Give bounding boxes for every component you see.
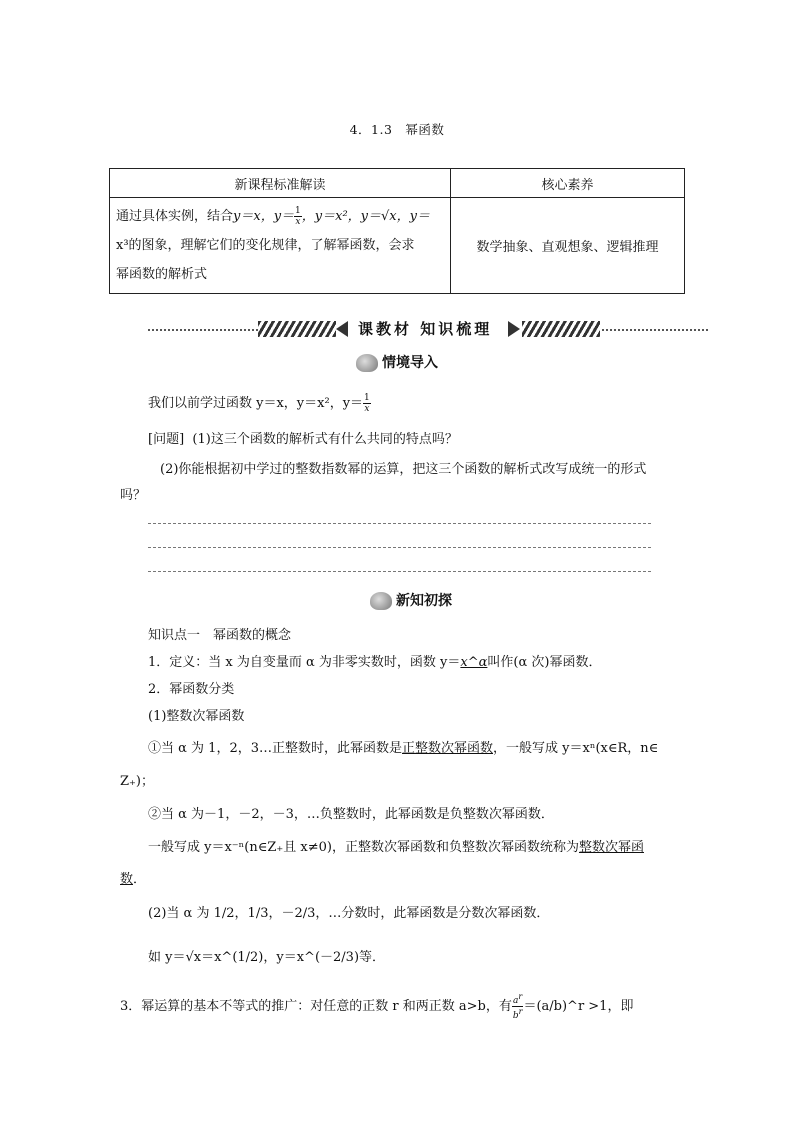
section-banner (148, 318, 708, 342)
standard-text-1: 通过具体实例，结合 (116, 209, 234, 224)
banner-arrow-right-icon (508, 321, 520, 337)
fraction-intro: $\frac{1}{x}$ (364, 393, 370, 414)
banner-text: 课教材 知识梳理 (358, 320, 493, 338)
case-negative-line: ②当 α 为－1，－2，－3，…负整数时，此幂函数是负整数次幂函数． (148, 807, 554, 822)
answer-line-2 (148, 547, 651, 548)
banner-stripes-left (258, 321, 336, 337)
banner-stripes-right (522, 321, 600, 337)
problem-line-1: [问题] (1)这三个函数的解析式有什么共同的特点吗？ (148, 432, 458, 447)
table-cell-standard (110, 198, 451, 294)
curriculum-table (109, 168, 685, 294)
table-cell-literacy: 数学抽象、直观想象、逻辑推理 (451, 198, 685, 294)
standard-funcs-a: y＝x，y＝ (233, 209, 295, 224)
banner-dots-right (602, 329, 708, 331)
banner-dots-left (148, 329, 258, 331)
fraction-ar-br: $\frac{a^r}{b^r}$ (512, 992, 523, 1021)
definition-line: 1．定义：当 x 为自变量而 α 为非零实数时，函数 y＝x^α叫作(α 次)幂函数． (148, 655, 602, 670)
section-heading-scenario: 情境导入 (356, 352, 438, 372)
table-header-literacy: 核心素养 (451, 169, 685, 198)
example-line: 如 y＝√x＝x^(1/2)，y＝x^(－2/3)等． (148, 950, 386, 965)
standard-text-3: 幂函数的解析式 (116, 267, 208, 282)
intro-line: 我们以前学过函数 y＝x，y＝x²，y＝ $\frac{1}{x}$ (148, 393, 370, 414)
fraction-1-over-x: $\frac{1}{x}$ (295, 206, 301, 227)
answer-line-1 (148, 523, 651, 524)
section-heading-new: 新知初探 (370, 590, 452, 610)
banner-arrow-left-icon (336, 321, 348, 337)
new-knowledge-icon (370, 592, 392, 610)
classification-heading: 2．幂函数分类 (148, 682, 235, 697)
inequality-line: 3．幂运算的基本不等式的推广：对任意的正数 r 和两正数 a>b，有 $\frac{a^r}{b^r}$ ＝(a/b)^r >1，即 (120, 992, 634, 1021)
kp1-heading: 知识点一 幂函数的概念 (148, 628, 292, 643)
case-positive-line: ①当 α 为 1，2，3…正整数时，此幂函数是正整数次幂函数，一般写成 y＝xⁿ(x∈R，n∈ (148, 741, 659, 756)
standard-funcs-b: ，y＝x²，y＝√x，y＝ (301, 209, 430, 224)
integer-heading: (1)整数次幂函数 (148, 709, 245, 724)
general-form-line-2: 数． (120, 872, 147, 887)
problem-line-2b: 吗？ (120, 488, 147, 503)
answer-line-3 (148, 571, 651, 572)
problem-line-2: (2)你能根据初中学过的整数指数幂的运算，把这三个函数的解析式改写成统一的形式 (160, 462, 647, 477)
bulb-icon (356, 354, 378, 372)
standard-text-2: x³的图象，理解它们的变化规律，了解幂函数，会求 (116, 238, 415, 253)
table-header-standard: 新课程标准解读 (110, 169, 451, 198)
case-positive-line-2: Z₊)； (120, 774, 154, 789)
general-form-line: 一般写成 y＝x⁻ⁿ(n∈Z₊且 x≠0)，正整数次幂函数和负整数次幂函数统称为整数次幂函 (148, 840, 644, 855)
fractional-heading: (2)当 α 为 1/2，1/3，－2/3，…分数时，此幂函数是分数次幂函数． (148, 906, 550, 921)
page-title: 4．1.3 幂函数 (349, 122, 445, 137)
